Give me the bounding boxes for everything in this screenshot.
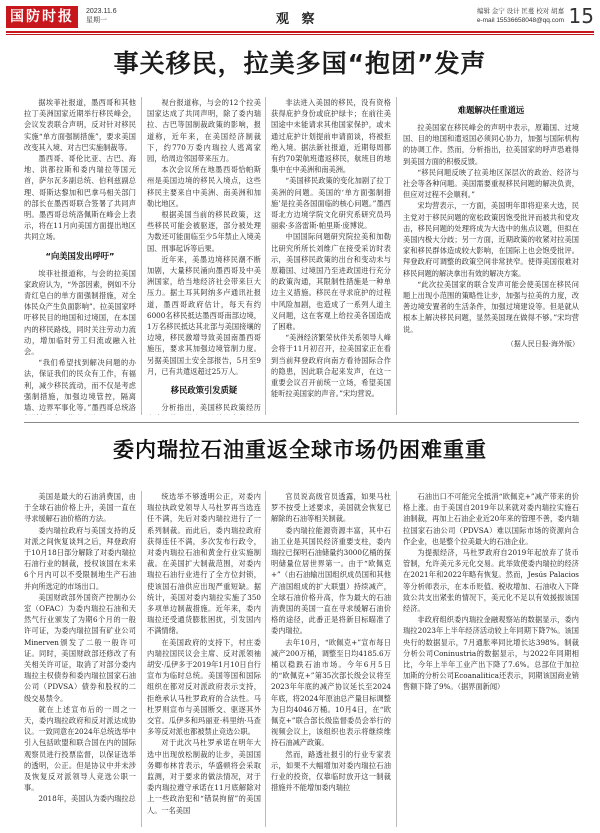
column-divider <box>396 491 397 827</box>
paragraph: “美洲经济繁荣伙伴关系领导人峰会将于11月初召开，拉美国家正在看到当前拜登政府向南方看待国际合作的隐患，因此联合起来发声，在这一重要会议召开前统一立场，希望美国能听拉美国家的声音。”宋均营说。 <box>271 333 391 399</box>
header-rule-thin <box>6 34 594 35</box>
article1-column-1 <box>24 97 136 415</box>
paragraph: 委内瑞拉政府与美国支持的反对派之间恢复谈判之后，拜登政府于10月18日部分解除了对委内瑞拉石油行业的制裁，授权该国在未来6个月内可以不受限制地生产石油并向所选定的市场出口。 <box>24 525 136 591</box>
paragraph: 就在上述宣布后的一周之一天，委内瑞拉政府和反对派达成协议。一致同意在2024年总统选举中引入包括欧盟和联合国在内的国际观察员进行投票监督，以保证选举的透明，公正。但是协议中并未涉及恢复反对派领导人竞选公职一事。 <box>24 704 136 793</box>
paragraph: 墨西哥、哥伦比亚、古巴、海地、洪都拉斯和委内瑞拉等国元首，萨尔瓦多副总统、伯利兹副总理、哥斯达黎加和巴拿马相关部门的部长在墨西哥联合签署了共同声明。墨西哥总统洛佩斯在峰会上表示，将在11月向美国方面提出地区共同立场。 <box>24 154 136 242</box>
column-divider <box>265 97 266 415</box>
editor-credits <box>477 7 564 25</box>
newspaper-logo: 国防时报 <box>6 6 78 28</box>
issue-weekday: 星期一 <box>86 17 107 24</box>
issue-date-box <box>86 7 117 25</box>
column-divider <box>141 97 142 415</box>
issue-date: 2023.11.6 <box>86 8 117 15</box>
paragraph: 非政府组织委内瑞拉金融观察站的数据显示，委内瑞拉2023年上半年经济活动较上年同期下降7%。该国央行的数据显示，7月通胀率同比增长达398%。制裁分析公司Coninustria的数据显示，与2022年同期相比，今年上半年工业产出下降了7.6%。总部位于加拉加斯的分析公司Ecoanalitica还表示，同期该国商业销售额下降了9%。（据界面新闻） <box>403 615 579 692</box>
article1-subhead-2: 移民政策引发质疑 <box>170 385 238 396</box>
article1-column-4 <box>403 97 579 415</box>
header-rule <box>6 31 594 33</box>
article1-headline: 事关移民，拉美多国“抱团”发声 <box>113 49 487 78</box>
paragraph: 分析指出，美国移民政策经历 <box>161 403 261 413</box>
paragraph: 根据美国当前的移民政策，这些移民可能会被驱逐，部分被处理为数还可能面临至少5年禁止入境美国、刑事起诉等后果。 <box>147 210 261 253</box>
paragraph: 美国是最大的石油消费国，由于全球石油价格上升，美国一直在寻求缓解石油价格的方法。 <box>24 492 136 524</box>
paragraph: 宋均营表示，一方面，美国明年即将迎来大选，民主党对于移民问题的宽松政策因饱受批评而被共和党攻击，移民问题的处理将成为大选中的焦点议题，但拟在美国内极大分歧；另一方面，近期政策的收紧对拉美国家和移民群体造成较大影响，在国际上也会饱受批评。拜登政府可调整的政策空间非常狭窄。使得美国很难对移民问题的解决拿出有效的解决方案。 <box>403 201 579 278</box>
column-divider <box>141 491 142 827</box>
editor-names: 编辑 金宁 设计 匡蔓 校对 胡嘉 <box>476 8 564 15</box>
article1-subhead-3: 难题解决任重道远 <box>457 105 525 115</box>
paragraph: 去年10月，“欧佩克+”宣布每日减产200万桶，调整至日均4185.6万桶以稳跌石油市场。今年6月5日的“欧佩克+”第35次部长级会议将至2023年年底的减产协议延长至2024年底，将2024年原油总产量目标调整为日均4046万桶。10月4日，在“欧佩克+”联合部长级监督委员会举行的视频会议上，该组织也表示将继续维持石油减产政策。 <box>271 637 391 748</box>
paragraph: 拉美国家在移民峰会的声明中表示，原籍国、过境国、目的地国和遣返国必须同心协力，加强与国际机构的协调工作。然而，分析指出，拉美国家的呼声恐难得到美国方面的积极反馈。 <box>403 123 579 166</box>
paragraph: 埃菲社报道称，与会的拉美国家政府认为，“外部因素，例如不分青红皂白的单方面强制措施，对全体民众产生负面影响”。拉美国家呼吁移民目的地国和过境国，在本国内的移民路线，同时关注劳动力流动，增加临时劳工归流或融入社会。 <box>24 268 136 357</box>
paragraph: “移民问题反映了拉美地区深层次的政治、经济与社会等各种问题。美国需要重视移民问题的解决负责，但应对过程不会顺利。” <box>403 167 579 200</box>
article1-credit: （据人民日报·海外版） <box>506 339 579 348</box>
section-title: 观 察 <box>276 12 319 27</box>
article1-column-3 <box>271 97 391 415</box>
article2-column-4 <box>403 491 579 827</box>
paragraph: “美国移民政策的变化加剧了拉丁美洲的问题。美国的‘单方面强制措施’是拉美各国面临的核心问题。”墨西哥北方边境学院文化研究系研究员玛丽索·多洛雷斯·帕里斯·庞博说。 <box>271 176 391 231</box>
column-divider <box>265 491 266 827</box>
paragraph: 2018年，美国认为委内瑞拉总 <box>38 794 136 804</box>
paragraph: “此次拉美国家的联合发声可能会使美国在移民问题上出现小范围的策略性让步，加强与拉美的力度，改善边境安置者的生活条件，加强过境建设等。但是就从根本上解决移民问题，显然美国现在做得不够。”宋均营说。 <box>403 279 579 334</box>
paragraph: 非法进入美国的移民，没有资格获得庇护身份或庇护绿卡；在前往美国途中未能请求其他国家保护，或未通过庇护计划提前申请面谈，将被拒绝入境。据法新社报道，近期每周都有约70架航班遣返移民，航班目的地集中在中美洲和南美洲。 <box>271 98 391 175</box>
article2-column-1 <box>24 491 136 827</box>
article2-column-3 <box>271 491 391 827</box>
article-divider <box>24 422 579 423</box>
column-divider <box>396 97 397 415</box>
paragraph: 石油出口不可能完全抵消“欧佩克+”减产带来的价格上涨。由于美国自2019年以来就对委内瑞拉实施石油制裁，再加上石油企业近20年来的管理不善，委内瑞拉国家石油公司（PDVSA）难以国际市场的资源向合作企业，也是整个拉美最大的石油企业。 <box>403 492 579 546</box>
paragraph: 本次会议所在地墨西哥恰帕斯州是美国边境的移民入境点，这些移民主要来自中美洲、南美洲和加勒比地区。 <box>147 165 261 208</box>
paragraph: 官员说高级官员透露，如果马杜罗不按受上述要求，美国就会恢复已解除的石油等相关制裁。 <box>271 492 391 524</box>
paragraph: 近年来，美墨边境移民潮不断加剧，大量移民涌向墨西哥及中美洲国家，给当地经济社会带来巨大压力。据土耳其阿纳多卢通讯社报道，墨西哥政府估计，每天有约6000名移民抵达墨西哥南部边境，1万名移民抵达其北部与美国接壤的边境，移民激增导致美国南墨西哥施压，要求其加强边境管制力度。另据美国国土安全部报告，5月至9月，已有共遣返超过25万人。 <box>147 254 261 376</box>
paragraph: 然而，路透社报引的行业专家表示，如果不大幅增加对委内瑞拉石油行业的投资，仅靠临时放开这一制裁措施并不能增加委内瑞拉 <box>271 749 391 793</box>
paragraph: 对于此次马杜罗承诺在明年大选中出现放松制裁的让步，美国国务卿布林肯表示，华盛顿将会采取监测，对于要求的做法情况，对于委内瑞拉遵守承诺在11月底解除对上一些政治犯和“错误拘留”的美国人。一名美国 <box>147 738 261 815</box>
page-number: 15 <box>568 4 594 28</box>
paragraph: 中国国际问题研究院拉美和加勒比研究所所长刘维广在接受采访时表示，美国移民政策的出台和变动未与原籍国、过境国乃至进政国进行充分的政策沟通，其限制性措施是一种单边主义措施。移民在寻求庇护的过程中风险加剧，也造成了一系列人道主义问题，这在客观上给拉美各国造成了困难。 <box>271 232 391 332</box>
article1-column-2 <box>147 97 261 415</box>
paragraph: 委内瑞拉能源资源丰富，其中石油工业是其国民经济重要支柱，委内瑞拉已探明石油储量约3000亿桶的探明储量位居世界第一。由于“欧佩克+”（由石油输出国组织成员国和其他产油国组成的扩大联盟）持续减产，全球石油价格升高，作为最大的石油消费国的美国一直在寻求缓解石油价格的途径，此番正是将新目标瞄准了委内瑞拉。 <box>271 525 391 636</box>
editor-email: e-mail 15536658048@qq.com <box>476 17 564 24</box>
masthead <box>6 4 594 32</box>
paragraph: 在美国政府的支持下，村庄委内瑞拉国民议会主席、反对派领袖胡安·瓜伊多于2019年1月10日自行宣布为临时总统。美国等国和国际组织在都对反对派政府表示支持，拒绝承认马杜罗政府的合法性。马杜罗则宣布与美国断交、驱逐其外交官。瓜伊多和玛丽亚·科里纳·马查多等反对派也都被禁止竞选公职。 <box>147 637 261 737</box>
paragraph: 美国财政部外国资产控制办公室（OFAC）为委内瑞拉石油和天然气行业颁发了为期6个月的一般许可证，为委内瑞拉国有矿业公司Minerven颁发了二般一般许可证。同时，美国财政部还修改了有关相关许可证，取消了对部分委内瑞拉主权债券和委内瑞拉国家石油公司（PDVSA）债券和股权的二级交易禁令。 <box>24 592 136 703</box>
paragraph: 视台报道称，与会的12个拉美国家达成了共同声明，除了委内瑞拉、古巴等国制裁政策的影响，报道称，近年来，在美国经济制裁下，约770万委内瑞拉人逃离家园，给周边邻国带来压力。 <box>147 98 261 164</box>
paragraph: 为提振经济，马杜罗政府自2019年起放弃了货币管制，允许美元多元化交易。此举致使委内瑞拉的经济在2021年和2022年略有恢复。然而，Jesús Palacios等分析师表示，在本币贬值、税收增加、石油收入下降致公共支出紧张的情况下，美元化不足以有效援振该国经济。 <box>403 548 579 614</box>
paragraph: 据埃菲社报道，墨西哥和其他拉丁美洲国家近期举行移民峰会，会议发表联合声明，反对针对移民实施“单方面强制措施”，要求美国改变其入境、对古巴实施制裁等。 <box>24 98 136 152</box>
article2-column-2 <box>147 491 261 827</box>
paragraph: 统选举不够透明公正，对委内瑞拉执政党领导人马杜罗再当选连任不满，先后对委内瑞拉进行了一系列制裁。而此后，委内瑞拉政府获得连任不满，多次发布行政令，对委内瑞拉石油和黄金行业实施制裁。在美国扩大制裁范围，对委内瑞拉石油行业进行了全方位封锁，使该国石油供应出现严重短缺。据统计，美国对委内瑞拉实施了350多项单边制裁措施。近年来，委内瑞拉还受通货膨胀困扰，引发国内不满情绪。 <box>147 492 261 636</box>
paragraph: “我们希望找到解决问题的办法，保证我们的民众有工作，有福利，减少移民流动，而不仅是考虑强制措施，加强边境管控，隔离墙、边界军事化等。”墨西哥总统洛 <box>24 358 136 413</box>
article2-headline: 委内瑞拉石油重返全球市场仍困难重重 <box>113 438 487 462</box>
article1-subhead-1: “向美国发出呼吁” <box>45 250 115 261</box>
